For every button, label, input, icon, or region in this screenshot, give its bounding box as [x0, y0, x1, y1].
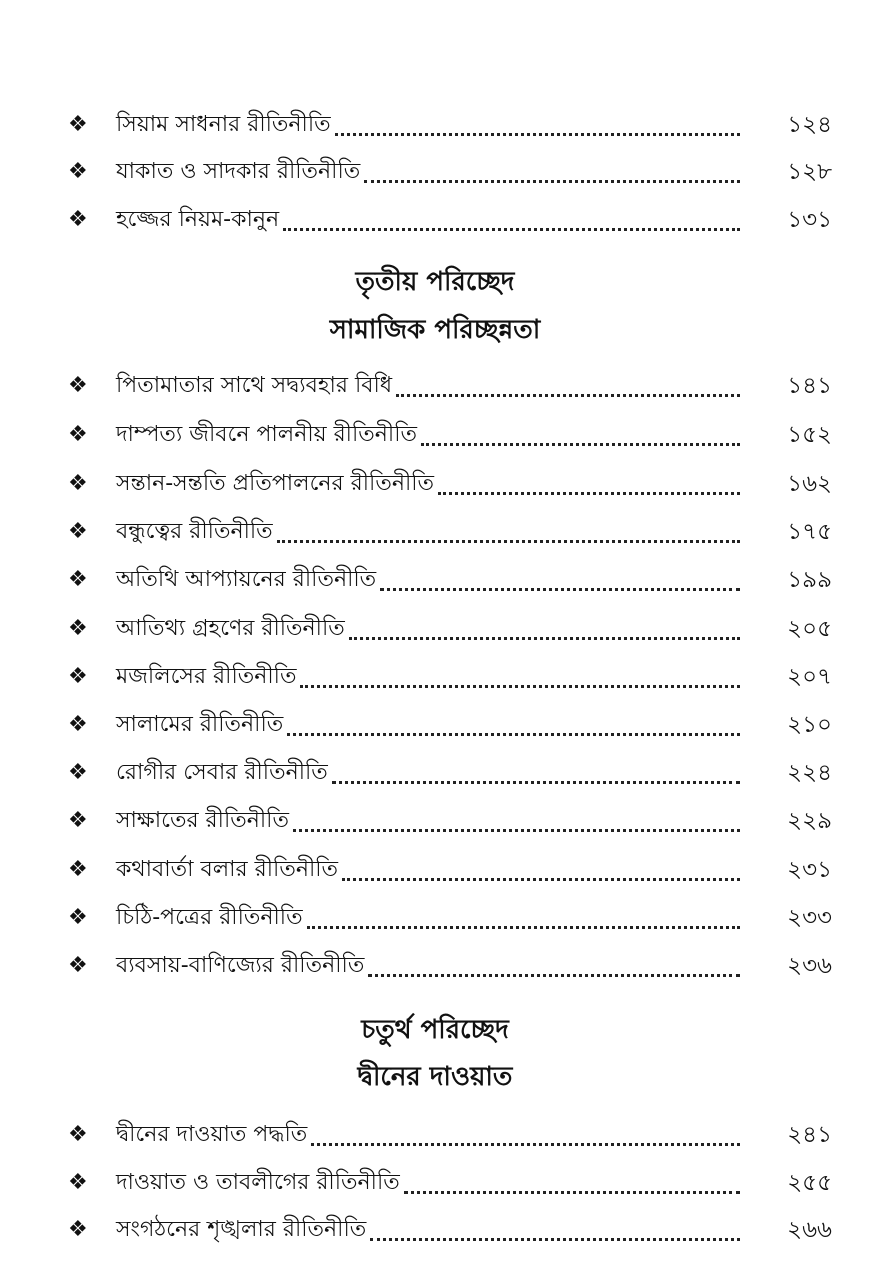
- toc-entry: [68, 464, 832, 504]
- toc-entry-title: সন্তান-সন্ততি প্রতিপালনের রীতিনীতি: [116, 471, 435, 496]
- toc-entry-title: পিতামাতার সাথে সদ্ব্যবহার বিধি: [116, 373, 393, 398]
- diamond-bullet-icon: ❖: [68, 519, 88, 544]
- diamond-bullet-icon: ❖: [68, 373, 88, 398]
- toc-entry-page: ১৭৫: [787, 519, 832, 545]
- toc-entry-title: চিঠি-পত্রের রীতিনীতি: [116, 905, 303, 930]
- diamond-bullet-icon: ❖: [68, 905, 88, 930]
- toc-entry-page: ২৩১: [787, 857, 832, 883]
- dot-leader: [421, 442, 740, 446]
- diamond-bullet-icon: ❖: [68, 471, 88, 496]
- dot-leader: [404, 1190, 740, 1194]
- toc-entry-title: রোগীর সেবার রীতিনীতি: [116, 760, 328, 785]
- dot-leader: [332, 780, 740, 784]
- dot-leader: [380, 587, 740, 591]
- toc-entry-page: ২৬৬: [787, 1217, 832, 1243]
- toc-entry-title: বন্ধুত্বের রীতিনীতি: [116, 519, 273, 544]
- toc-entry-page: ২৫৫: [787, 1170, 832, 1196]
- toc-entry-title: সাক্ষাতের রীতিনীতি: [116, 808, 289, 833]
- toc-entry: [68, 801, 832, 841]
- toc-entry-page: ২০৭: [787, 664, 832, 690]
- toc-entry-page: ২২৯: [787, 808, 832, 834]
- diamond-bullet-icon: ❖: [68, 664, 88, 689]
- toc-entry: [68, 1115, 832, 1155]
- toc-entry-title: দ্বীনের দাওয়াত পদ্ধতি: [116, 1122, 308, 1147]
- toc-entry: [68, 366, 832, 406]
- toc-entry: [68, 512, 832, 552]
- diamond-bullet-icon: ❖: [68, 953, 88, 978]
- chapter-subheading: সামাজিক পরিচ্ছন্নতা: [329, 315, 541, 345]
- toc-entry-page: ২৩৩: [787, 905, 832, 931]
- diamond-bullet-icon: ❖: [68, 616, 88, 641]
- toc-entry: [68, 898, 832, 938]
- dot-leader: [307, 925, 740, 929]
- dot-leader: [349, 636, 740, 640]
- dot-leader: [283, 227, 740, 231]
- diamond-bullet-icon: ❖: [68, 857, 88, 882]
- toc-entry: [68, 705, 832, 745]
- diamond-bullet-icon: ❖: [68, 712, 88, 737]
- toc-entry-page: ১৩১: [787, 207, 832, 233]
- toc-entry-page: ১২৮: [787, 159, 832, 185]
- dot-leader: [396, 393, 740, 397]
- diamond-bullet-icon: ❖: [68, 112, 88, 137]
- toc-entry-title: সালামের রীতিনীতি: [116, 712, 284, 737]
- toc-entry-page: ১৯৯: [787, 567, 832, 593]
- toc-entry-page: ২১০: [787, 712, 832, 738]
- dot-leader: [364, 179, 740, 183]
- toc-entry: [68, 609, 832, 649]
- toc-entry: [68, 560, 832, 600]
- toc-entry-title: দাম্পত্য জীবনে পালনীয় রীতিনীতি: [116, 422, 418, 447]
- diamond-bullet-icon: ❖: [68, 159, 88, 184]
- toc-entry-page: ২৪১: [787, 1122, 832, 1148]
- toc-entry: [68, 1163, 832, 1203]
- toc-entry-page: ১৫২: [787, 422, 832, 448]
- diamond-bullet-icon: ❖: [68, 808, 88, 833]
- toc-entry-title: অতিথি আপ্যায়নের রীতিনীতি: [116, 567, 377, 592]
- toc-entry-title: সংগঠনের শৃঙ্খলার রীতিনীতি: [116, 1217, 367, 1242]
- toc-entry-page: ১৪১: [787, 373, 832, 399]
- toc-entry-title: যাকাত ও সাদকার রীতিনীতি: [116, 159, 361, 184]
- dot-leader: [335, 132, 740, 136]
- toc-entry: [68, 850, 832, 890]
- dot-leader: [300, 684, 740, 688]
- dot-leader: [311, 1142, 740, 1146]
- toc-entry-page: ১৬২: [787, 471, 832, 497]
- chapter-subheading: দ্বীনের দাওয়াত: [357, 1062, 513, 1092]
- chapter-heading: চতুর্থ পরিচ্ছেদ: [361, 1015, 509, 1045]
- toc-entry: [68, 200, 832, 240]
- diamond-bullet-icon: ❖: [68, 567, 88, 592]
- toc-entry: [68, 753, 832, 793]
- toc-entry: [68, 105, 832, 145]
- toc-entry-page: ২০৫: [787, 616, 832, 642]
- toc-entry-title: হজ্জের নিয়ম-কানুন: [116, 207, 280, 232]
- toc-entry: [68, 415, 832, 455]
- chapter-heading: তৃতীয় পরিচ্ছেদ: [355, 267, 515, 297]
- diamond-bullet-icon: ❖: [68, 760, 88, 785]
- dot-leader: [370, 1237, 740, 1241]
- toc-entry-page: ২৩৬: [787, 953, 832, 979]
- toc-entry-title: আতিথ্য গ্রহণের রীতিনীতি: [116, 616, 345, 641]
- dot-leader: [368, 973, 740, 977]
- dot-leader: [438, 491, 740, 495]
- toc-entry-title: মজলিসের রীতিনীতি: [116, 664, 297, 689]
- toc-entry: [68, 946, 832, 986]
- toc-entry: [68, 1210, 832, 1250]
- toc-entry-title: সিয়াম সাধনার রীতিনীতি: [116, 112, 331, 137]
- diamond-bullet-icon: ❖: [68, 1217, 88, 1242]
- toc-entry-page: ১২৪: [787, 112, 832, 138]
- diamond-bullet-icon: ❖: [68, 1122, 88, 1147]
- toc-entry: [68, 152, 832, 192]
- dot-leader: [342, 877, 740, 881]
- toc-entry-title: কথাবার্তা বলার রীতিনীতি: [116, 857, 339, 882]
- toc-entry: [68, 657, 832, 697]
- toc-entry-title: ব্যবসায়-বাণিজ্যের রীতিনীতি: [116, 953, 365, 978]
- diamond-bullet-icon: ❖: [68, 422, 88, 447]
- diamond-bullet-icon: ❖: [68, 207, 88, 232]
- dot-leader: [277, 539, 740, 543]
- toc-entry-title: দাওয়াত ও তাবলীগের রীতিনীতি: [116, 1170, 400, 1195]
- toc-entry-page: ২২৪: [787, 760, 832, 786]
- dot-leader: [287, 732, 740, 736]
- diamond-bullet-icon: ❖: [68, 1170, 88, 1195]
- dot-leader: [293, 828, 740, 832]
